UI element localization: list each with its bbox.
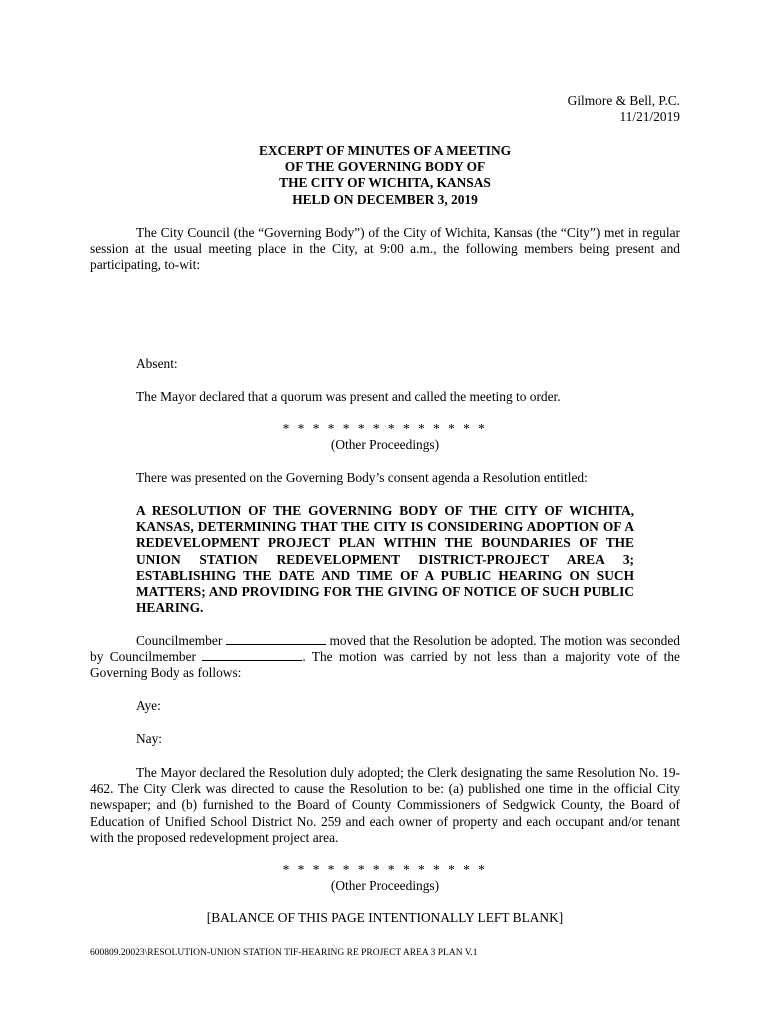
- motion-text: moved that the Resolution be adopted. The motion was seconded by Councilmember: [90, 633, 680, 665]
- aye-label: Aye:: [136, 698, 161, 713]
- intro-paragraph: The City Council (the “Governing Body”) of the City of Wichita, Kansas (the “City”) met in regular session at the usual meeting place in the City, at 9:00 a.m., the following members being present and participating, to-wit:: [90, 225, 680, 273]
- councilmember-blank: [226, 633, 326, 645]
- document-title: [0, 143, 770, 208]
- motion-paragraph: [90, 633, 680, 682]
- motion-text: . The motion was carried by not less than a majority vote of the Governing Body as follows:: [90, 649, 680, 681]
- balance-blank-notice: [BALANCE OF THIS PAGE INTENTIONALLY LEFT BLANK]: [206, 910, 564, 925]
- other-proceedings-label: (Other Proceedings): [330, 878, 440, 893]
- other-proceedings-label: (Other Proceedings): [330, 437, 440, 452]
- title-line: EXCERPT OF MINUTES OF A MEETING: [258, 143, 512, 158]
- absent-label: Absent:: [136, 356, 178, 371]
- resolution-title: A RESOLUTION OF THE GOVERNING BODY OF THE CITY OF WICHITA, KANSAS, DETERMINING THAT THE CITY IS CONSIDERING ADOPTION OF A REDEVELOPMENT PROJECT PLAN WITHIN THE BOUNDARIES OF THE UNION STATION REDEVELOPMENT DISTRICT-PROJECT AREA 3; ESTABLISHING THE DATE AND TIME OF A PUBLIC HEARING ON SUCH MATTERS; AND PROVIDING FOR THE GIVING OF NOTICE OF SUCH PUBLIC HEARING.: [136, 503, 634, 616]
- separator-stars: * * * * * * * * * * * * * *: [282, 421, 488, 436]
- consent-agenda-paragraph: There was presented on the Governing Body’s consent agenda a Resolution entitled:: [136, 470, 588, 485]
- motion-text: Councilmember: [136, 633, 223, 648]
- quorum-paragraph: The Mayor declared that a quorum was present and called the meeting to order.: [136, 389, 561, 404]
- adoption-paragraph: The Mayor declared the Resolution duly adopted; the Clerk designating the same Resolution No. 19-462. The City Clerk was directed to cause the Resolution to be: (a) published one time in the official City newspaper; and (b) furnished to the Board of County Commissioners of Sedgwick County, the Board of Education of Unified School District No. 259 and each owner of property and each occupant and/or tenant with the proposed redevelopment project area.: [90, 765, 680, 845]
- title-line: OF THE GOVERNING BODY OF: [284, 159, 486, 175]
- seconder-blank: [202, 649, 302, 661]
- firm-name: Gilmore & Bell, P.C.: [567, 93, 680, 108]
- document-footer: 600809.20023\RESOLUTION-UNION STATION TIF-HEARING RE PROJECT AREA 3 PLAN V.1: [90, 948, 478, 958]
- title-line: HELD ON DECEMBER 3, 2019: [292, 191, 478, 207]
- document-date: 11/21/2019: [619, 109, 680, 125]
- firm-header: [568, 93, 680, 125]
- title-line: THE CITY OF WICHITA, KANSAS: [279, 175, 491, 191]
- separator-stars: * * * * * * * * * * * * * *: [282, 862, 488, 877]
- nay-label: Nay:: [136, 731, 163, 746]
